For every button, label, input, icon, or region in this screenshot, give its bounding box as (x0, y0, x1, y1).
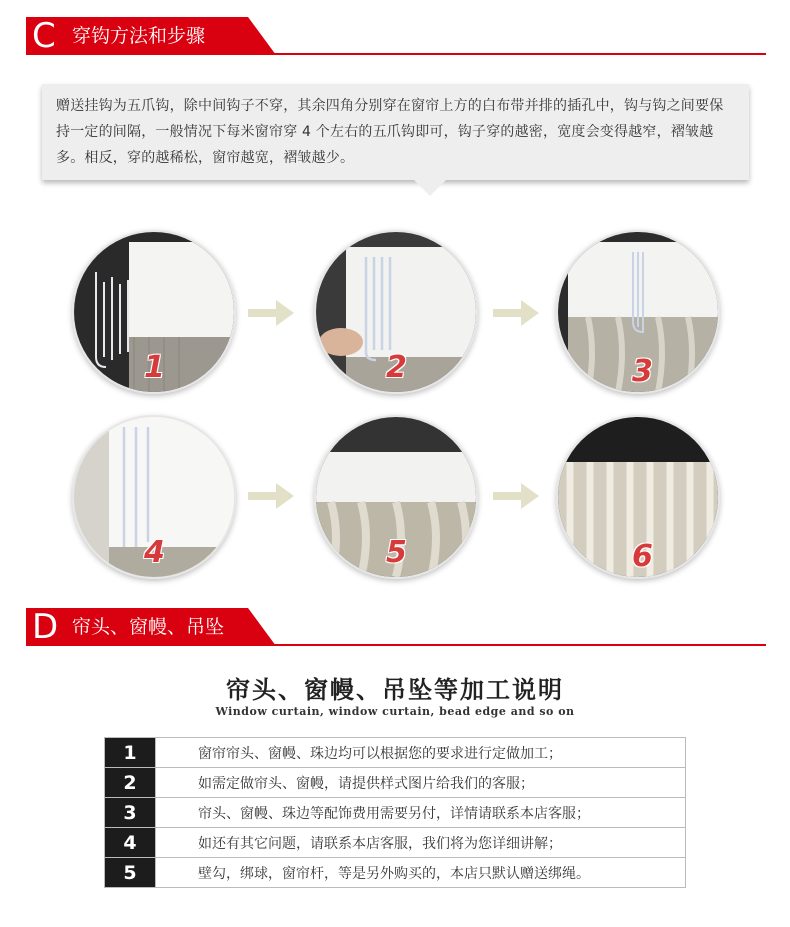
row-text: 如需定做帘头、窗幔，请提供样式图片给我们的客服； (156, 768, 686, 798)
row-number: 2 (105, 768, 156, 798)
table-row (105, 738, 686, 768)
section-c-header (26, 17, 766, 61)
step-2-number: 2 (386, 350, 407, 385)
arrow-right-icon (493, 298, 539, 328)
step-4-number: 4 (144, 535, 165, 570)
row-text: 如还有其它问题，请联系本店客服，我们将为您详细讲解； (156, 828, 686, 858)
section-d-header (26, 608, 766, 652)
section-d-letter: D (32, 607, 59, 647)
row-text: 帘头、窗幔、珠边等配饰费用需要另付，详情请联系本店客服； (156, 798, 686, 828)
section-c-title: 穿钩方法和步骤 (72, 25, 206, 47)
step-4-photo (72, 415, 236, 579)
step-5-photo (314, 415, 478, 579)
step-3-photo (556, 230, 720, 394)
table-row (105, 828, 686, 858)
processing-title: 帘头、窗幔、吊坠等加工说明 (226, 675, 564, 704)
row-number: 1 (105, 738, 156, 768)
row-number: 4 (105, 828, 156, 858)
processing-table (104, 737, 686, 888)
row-number: 3 (105, 798, 156, 828)
instruction-text: 赠送挂钩为五爪钩，除中间钩子不穿，其余四角分别穿在窗帘上方的白布带并排的插孔中，钩与钩之间要保持一定的间隔，一般情况下每米窗帘穿 4 个左右的五爪钩即可，钩子穿的越密，宽度会变得越窄，褶皱越多。相反，穿的越稀松，窗帘越宽，褶皱越少。 (56, 98, 724, 166)
arrow-right-icon (493, 481, 539, 511)
step-6-photo (556, 415, 720, 579)
section-c-letter: C (32, 16, 56, 56)
step-1-number: 1 (144, 350, 165, 385)
section-d-title: 帘头、窗幔、吊坠 (72, 616, 225, 638)
processing-subtitle: Window curtain, window curtain, bead edge and so on (215, 705, 575, 718)
step-1-photo (72, 230, 236, 394)
step-3-number: 3 (632, 354, 653, 389)
notice-pointer (414, 180, 446, 196)
row-text: 窗帘帘头、窗幔、珠边均可以根据您的要求进行定做加工； (156, 738, 686, 768)
step-2-photo (314, 230, 478, 394)
table-row (105, 768, 686, 798)
step-6-number: 6 (632, 539, 653, 574)
step-5-number: 5 (386, 535, 407, 570)
instruction-notice (42, 84, 749, 180)
table-row (105, 798, 686, 828)
table-row (105, 858, 686, 888)
arrow-right-icon (248, 481, 294, 511)
row-text: 壁勾，绑球，窗帘杆，等是另外购买的，本店只默认赠送绑绳。 (156, 858, 686, 888)
row-number: 5 (105, 858, 156, 888)
arrow-right-icon (248, 298, 294, 328)
